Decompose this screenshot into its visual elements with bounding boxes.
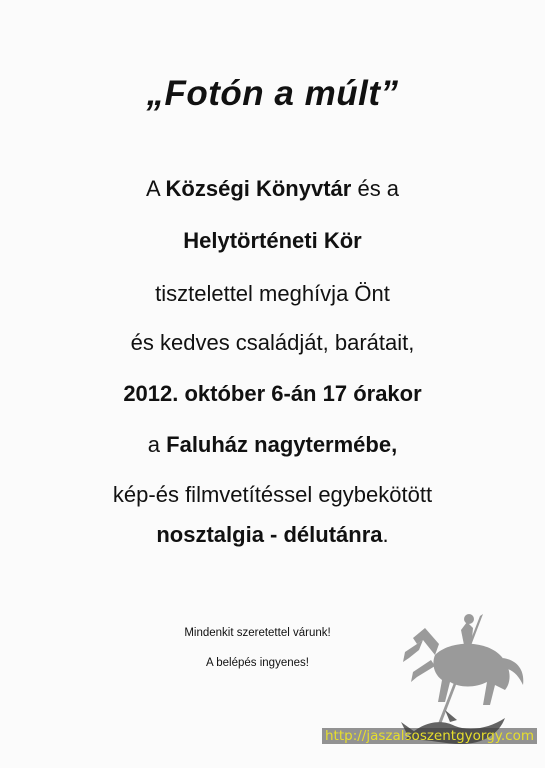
invitation-line-7: kép-és filmvetítéssel egybekötött [112, 482, 433, 507]
invitation-line-4: és kedves családját, barátait, [130, 330, 415, 355]
invitation-line-1 [0, 176, 545, 202]
event-date-time: 2012. október 6-án 17 órakor [123, 381, 422, 406]
invitation-line-8 [0, 522, 545, 548]
welcome-text: Mindenkit szeretettel várunk! [184, 627, 331, 639]
local-history-circle: Helytörténeti Kör [183, 228, 362, 253]
line-8-suffix: . [382, 522, 389, 547]
line-1-prefix: A [145, 176, 166, 201]
free-entry-text: A belépés ingyenes! [206, 657, 309, 669]
line-1-suffix: és a [351, 176, 400, 201]
library-name: Községi Könyvtár [165, 176, 352, 201]
page-title: „Fotón a múlt” [146, 74, 399, 113]
event-venue: Faluház nagytermébe, [166, 432, 398, 457]
event-name: nosztalgia - délutánra [156, 522, 383, 547]
invitation-line-3: tisztelettel meghívja Önt [155, 281, 390, 306]
website-url[interactable]: http://jaszalsoszentgyorgy.com [322, 728, 537, 744]
invitation-line-6 [0, 432, 545, 458]
line-6-prefix: a [147, 432, 167, 457]
